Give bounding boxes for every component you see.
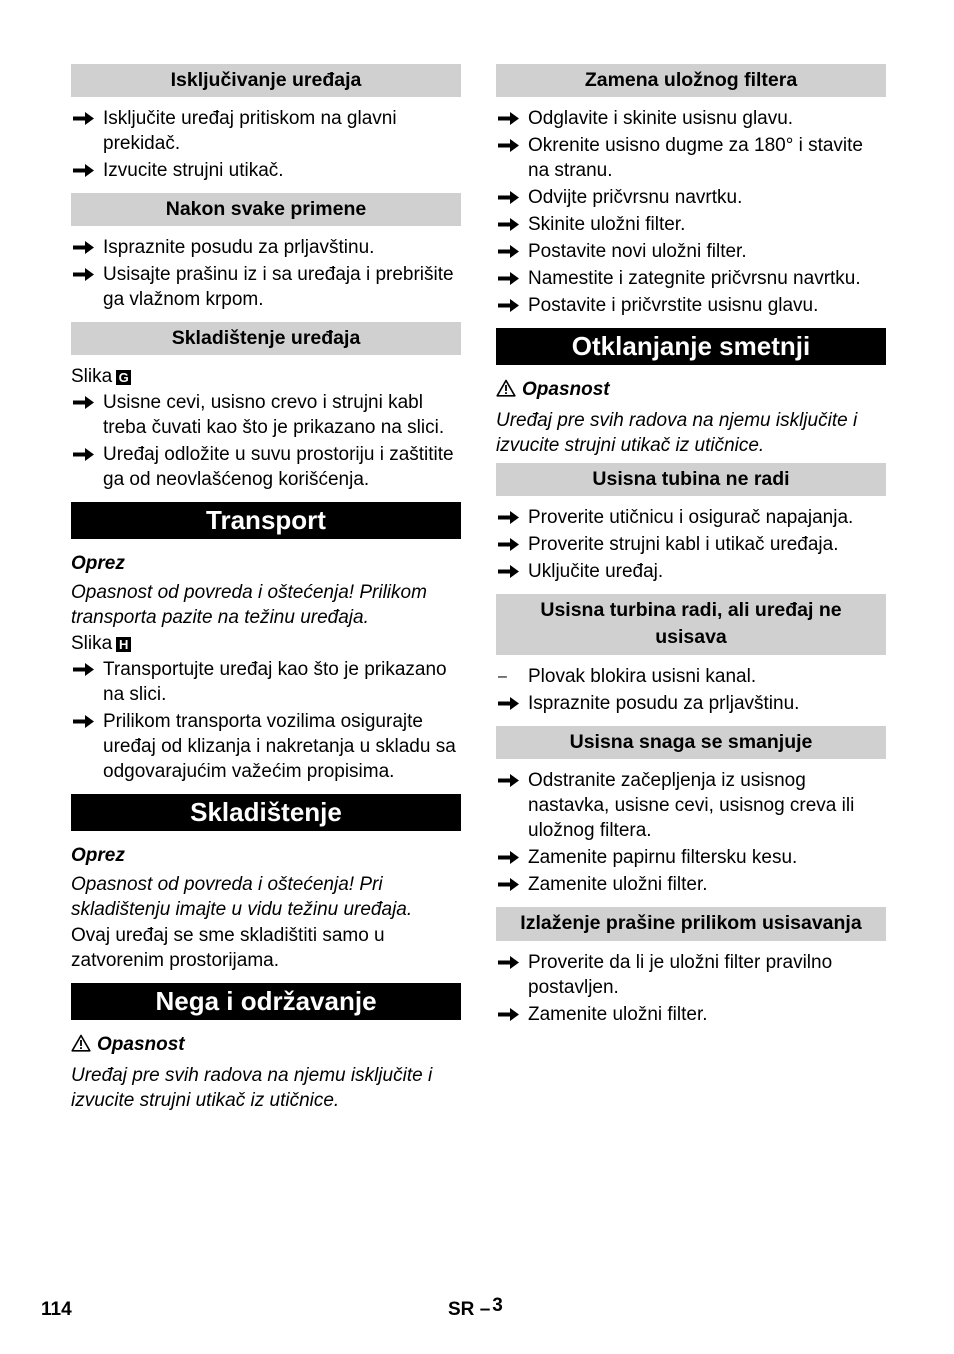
list-item: Uključite uređaj. [496, 559, 886, 584]
chapter-heading-care: Nega i održavanje [71, 983, 461, 1020]
caution-text: Opasnost od povreda i oštećenja! Prilikom transporta pazite na težinu uređaja. [71, 582, 427, 628]
section-heading-power-decreases: Usisna snaga se smanjuje [496, 726, 886, 759]
page-number: 114 [41, 1299, 72, 1320]
figure-badge: G [116, 370, 131, 385]
arrow-right-icon [496, 106, 522, 131]
arrow-right-icon [71, 106, 97, 131]
arrow-right-icon [496, 1002, 522, 1027]
chapter-heading-troubleshooting: Otklanjanje smetnji [496, 328, 886, 365]
arrow-right-icon [496, 691, 522, 716]
section-heading-dust-escapes: Izlaženje prašine prilikom usisavanja [496, 907, 886, 941]
caution-label: Oprez [71, 553, 125, 574]
list-item: Zamenite papirnu filtersku kesu. [496, 845, 886, 870]
danger-text: Uređaj pre svih radova na njemu isključite i izvucite strujni utikač iz utičnice. [71, 1065, 433, 1111]
language-section-marker: SR – 3 [448, 1295, 503, 1320]
list-item: Transportujte uređaj kao što je prikazano na slici. [71, 657, 461, 707]
arrow-right-icon [496, 872, 522, 897]
section-heading-turbine-not-working: Usisna tubina ne radi [496, 463, 886, 496]
list-item: Odvijte pričvrsnu navrtku. [496, 185, 886, 210]
list-item: Usisajte prašinu iz i sa uređaja i prebrišite ga vlažnom krpom. [71, 262, 461, 312]
caution-text: Opasnost od povreda i oštećenja! Pri skladištenju imajte u vidu težinu uređaja. [71, 874, 413, 920]
list-item: Odglavite i skinite usisnu glavu. [496, 106, 886, 131]
arrow-right-icon [496, 505, 522, 530]
arrow-right-icon [496, 845, 522, 870]
figure-reference: Slika H [71, 631, 461, 656]
arrow-right-icon [496, 293, 522, 318]
list-item: Prilikom transporta vozilima osigurajte uređaj od klizanja i nakretanja u skladu sa odgovarajućim važećim propisima. [71, 709, 461, 784]
list-item: Ispraznite posudu za prljavštinu. [71, 235, 461, 260]
arrow-right-icon [71, 262, 97, 287]
figure-badge: H [116, 637, 131, 652]
arrow-right-icon [496, 559, 522, 584]
section-heading-after-use: Nakon svake primene [71, 193, 461, 226]
list-item: Ispraznite posudu za prljavštinu. [496, 691, 886, 716]
arrow-right-icon [496, 532, 522, 557]
list-item: Odstranite začepljenja iz usisnog nastavka, usisne cevi, usisnog creva ili uložnog filtera. [496, 768, 886, 843]
arrow-right-icon [71, 158, 97, 183]
section-heading-device-storage: Skladištenje uređaja [71, 322, 461, 355]
figure-reference: Slika G [71, 364, 461, 389]
list-item: – Plovak blokira usisni kanal. [498, 666, 757, 687]
arrow-right-icon [71, 657, 97, 682]
storage-text: Ovaj uređaj se sme skladištiti samo u zatvorenim prostorijama. [71, 925, 385, 971]
list-item: Proverite utičnicu i osigurač napajanja. [496, 505, 886, 530]
list-item: Okrenite usisno dugme za 180° i stavite na stranu. [496, 133, 886, 183]
arrow-right-icon [71, 390, 97, 415]
list-item: Proverite da li je uložni filter pravilno postavljen. [496, 950, 886, 1000]
list-item: Proverite strujni kabl i utikač uređaja. [496, 532, 886, 557]
section-heading-filter-replacement: Zamena uložnog filtera [496, 64, 886, 97]
list-item: Zamenite uložni filter. [496, 872, 886, 897]
danger-label: Opasnost [71, 1032, 461, 1059]
right-column [496, 64, 886, 1029]
section-heading-switch-off: Isključivanje uređaja [71, 64, 461, 97]
arrow-right-icon [496, 133, 522, 158]
arrow-right-icon [496, 239, 522, 264]
arrow-right-icon [496, 266, 522, 291]
chapter-heading-storage: Skladištenje [71, 794, 461, 831]
list-item: Isključite uređaj pritiskom na glavni prekidač. [71, 106, 461, 156]
arrow-right-icon [71, 709, 97, 734]
arrow-right-icon [71, 235, 97, 260]
list-item: Postavite novi uložni filter. [496, 239, 886, 264]
list-item: Izvucite strujni utikač. [71, 158, 461, 183]
list-item: Usisne cevi, usisno crevo i strujni kabl treba čuvati kao što je prikazano na slici. [71, 390, 461, 440]
danger-text: Uređaj pre svih radova na njemu isključite i izvucite strujni utikač iz utičnice. [496, 410, 858, 456]
left-column [71, 64, 461, 1114]
arrow-right-icon [71, 442, 97, 467]
section-heading-no-suction: Usisna turbina radi, ali uređaj ne usisava [496, 594, 886, 655]
warning-triangle-icon [71, 1034, 91, 1059]
arrow-right-icon [496, 950, 522, 975]
warning-triangle-icon [496, 379, 516, 404]
chapter-heading-transport: Transport [71, 502, 461, 539]
dash-marker: – [498, 668, 507, 685]
list-item: Uređaj odložite u suvu prostoriju i zaštitite ga od neovlašćenog korišćenja. [71, 442, 461, 492]
arrow-right-icon [496, 185, 522, 210]
arrow-right-icon [496, 768, 522, 793]
arrow-right-icon [496, 212, 522, 237]
caution-label: Oprez [71, 845, 125, 866]
danger-label: Opasnost [496, 377, 886, 404]
list-item: Zamenite uložni filter. [496, 1002, 886, 1027]
list-item: Namestite i zategnite pričvrsnu navrtku. [496, 266, 886, 291]
list-item: Skinite uložni filter. [496, 212, 886, 237]
list-item: Postavite i pričvrstite usisnu glavu. [496, 293, 886, 318]
